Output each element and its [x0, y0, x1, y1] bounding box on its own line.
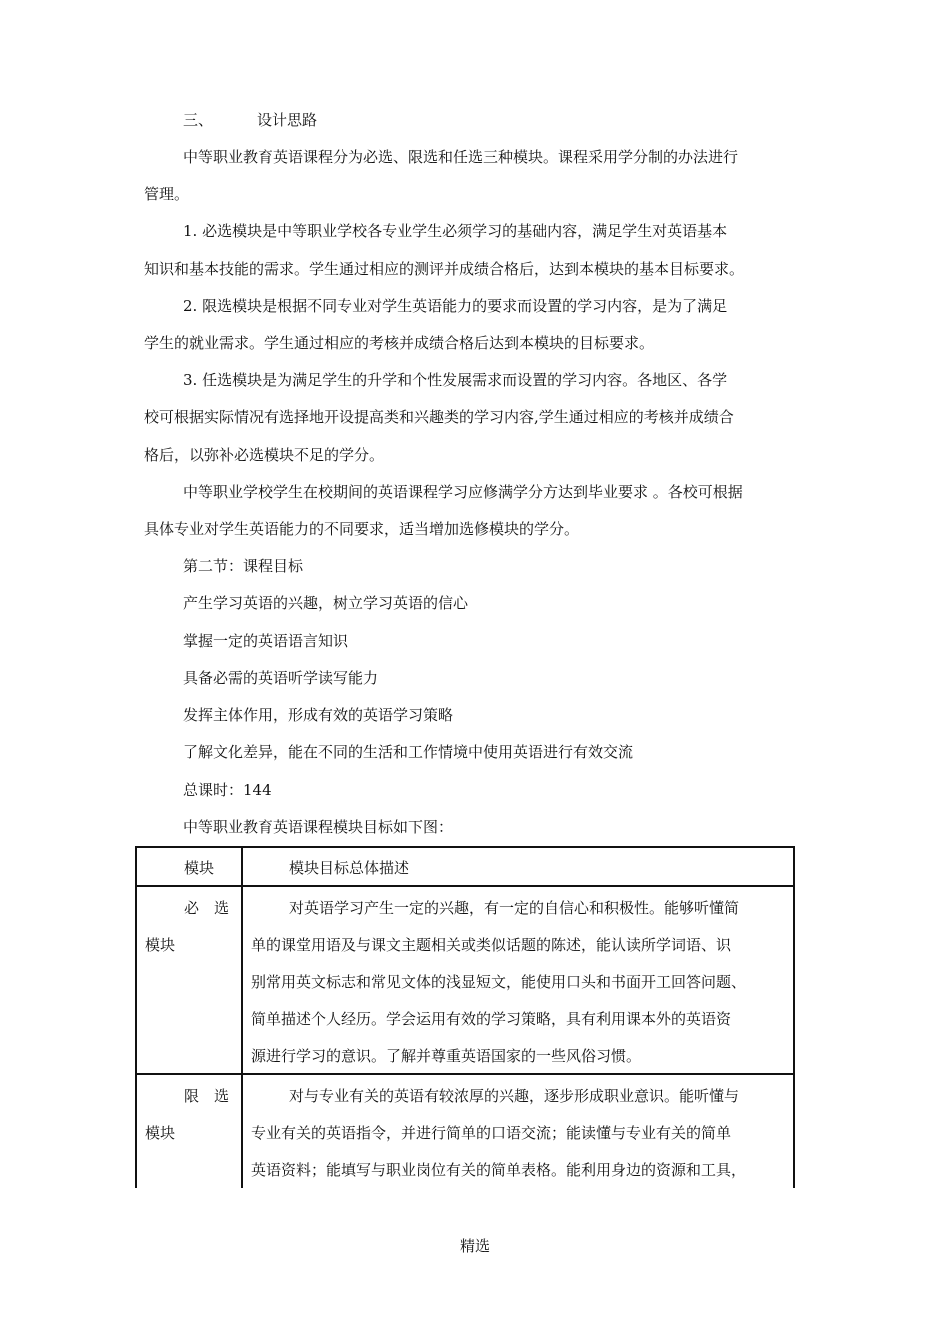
- paragraph-intro-line-1: 中等职业教育英语课程分为必选、限选和任选三种模块。课程采用学分制的办法进行: [183, 148, 739, 166]
- row-limited-module-label-2: 模块: [145, 1124, 176, 1142]
- row-limited-module-label: 限 选: [184, 1087, 230, 1105]
- goal-item: 发挥主体作用，形成有效的英语学习策略: [183, 706, 454, 724]
- table-header-description: 模块目标总体描述: [289, 859, 410, 877]
- row-required-description-line: 对英语学习产生一定的兴趣，有一定的自信心和积极性。能够听懂简: [289, 899, 740, 917]
- paragraph-item3-line-2: 校可根据实际情况有选择地开设提高类和兴趣类的学习内容,学生通过相应的考核并成绩合: [144, 408, 734, 426]
- section-title: 设计思路: [257, 111, 318, 129]
- paragraph-intro-line-2: 管理。: [144, 185, 190, 203]
- module-goals-table: [135, 846, 795, 1188]
- page-footer: 精选: [459, 1237, 490, 1255]
- goals-heading: 第二节：课程目标: [183, 557, 304, 575]
- table-header-module: 模块: [184, 859, 215, 877]
- paragraph-graduation-line-2: 具体专业对学生英语能力的不同要求，适当增加选修模块的学分。: [144, 520, 580, 538]
- paragraph-item1-line-1: 1. 必选模块是中等职业学校各专业学生必须学习的基础内容，满足学生对英语基本: [183, 222, 728, 240]
- paragraph-item2-line-1: 2. 限选模块是根据不同专业对学生英语能力的要求而设置的学习内容，是为了满足: [183, 297, 728, 315]
- table-intro: 中等职业教育英语课程模块目标如下图：: [183, 818, 454, 836]
- row-required-description-line: 别常用英文标志和常见文体的浅显短文，能使用口头和书面开工回答问题、: [251, 973, 747, 991]
- goal-item: 掌握一定的英语语言知识: [183, 632, 349, 650]
- total-hours: 总课时：144: [183, 781, 272, 799]
- row-required-description-line: 源进行学习的意识。了解并尊重英语国家的一些风俗习惯。: [251, 1047, 642, 1065]
- row-required-module-label-2: 模块: [145, 936, 176, 954]
- goal-item: 产生学习英语的兴趣，树立学习英语的信心: [183, 594, 469, 612]
- paragraph-item1-line-2: 知识和基本技能的需求。学生通过相应的测评并成绩合格后，达到本模块的基本目标要求。: [144, 260, 745, 278]
- row-required-description-line: 单的课堂用语及与课文主题相关或类似话题的陈述，能认读所学词语、识: [251, 936, 732, 954]
- paragraph-graduation-line-1: 中等职业学校学生在校期间的英语课程学习应修满学分方达到毕业要求 。各校可根据: [183, 483, 743, 501]
- row-limited-description-line: 对与专业有关的英语有较浓厚的兴趣，逐步形成职业意识。能听懂与: [289, 1087, 740, 1105]
- paragraph-item2-line-2: 学生的就业需求。学生通过相应的考核并成绩合格后达到本模块的目标要求。: [144, 334, 655, 352]
- section-heading: [183, 110, 317, 130]
- table-row-divider: [137, 1073, 793, 1075]
- goal-item: 具备必需的英语听学读写能力: [183, 669, 379, 687]
- row-required-module-label: 必 选: [184, 899, 230, 917]
- paragraph-item3-line-3: 格后，以弥补必选模块不足的学分。: [144, 446, 385, 464]
- section-number: 三、: [183, 111, 214, 129]
- table-row-divider: [137, 885, 793, 887]
- paragraph-item3-line-1: 3. 任选模块是为满足学生的升学和个性发展需求而设置的学习内容。各地区、各学: [183, 371, 728, 389]
- row-required-description-line: 简单描述个人经历。学会运用有效的学习策略，具有利用课本外的英语资: [251, 1010, 732, 1028]
- row-limited-description-line: 专业有关的英语指令，并进行简单的口语交流；能读懂与专业有关的简单: [251, 1124, 732, 1142]
- row-limited-description-line: 英语资料；能填写与职业岗位有关的简单表格。能利用身边的资源和工具，: [251, 1161, 747, 1179]
- table-column-divider: [241, 848, 243, 1188]
- goal-item: 了解文化差异，能在不同的生活和工作情境中使用英语进行有效交流: [183, 743, 634, 761]
